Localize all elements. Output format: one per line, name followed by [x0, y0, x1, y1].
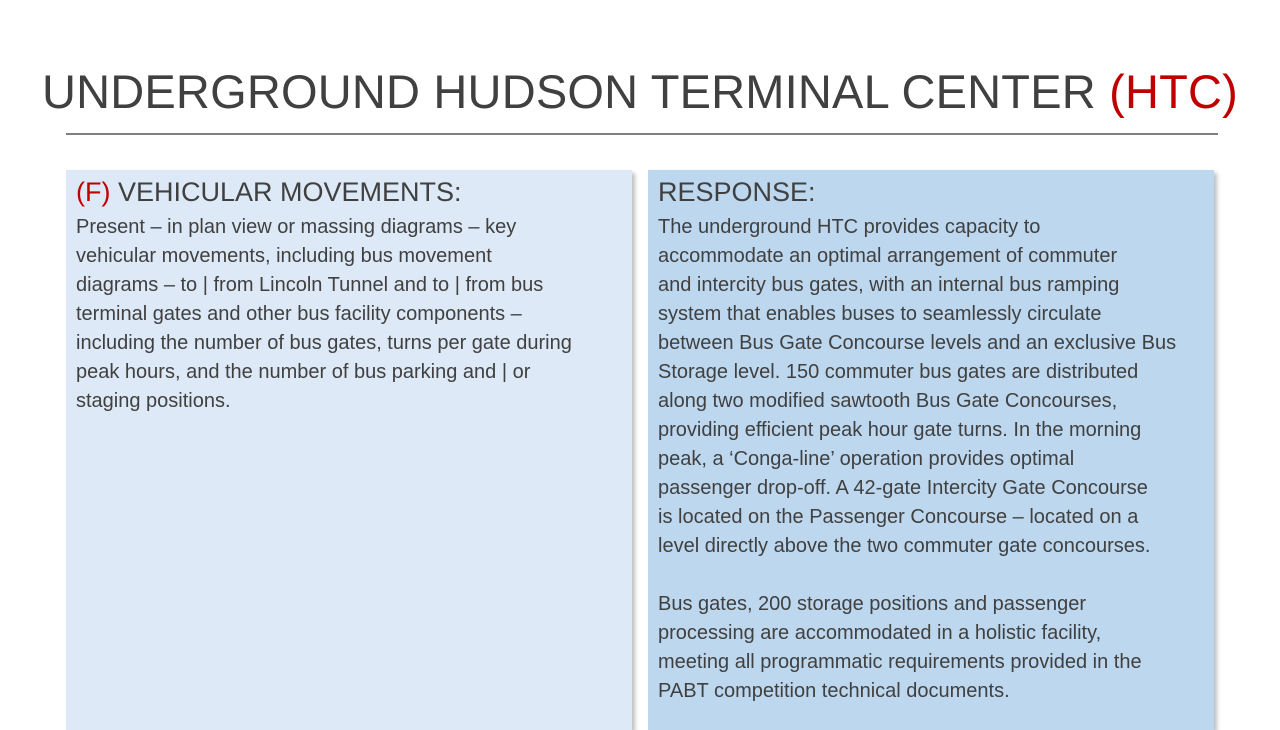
text-line: is located on the Passenger Concourse – located on a — [658, 506, 1139, 528]
response-paragraph-2 — [658, 590, 1208, 706]
text-line: between Bus Gate Concourse levels and an exclusive Bus — [658, 332, 1177, 354]
text-line: Present – in plan view or massing diagrams – key — [76, 216, 517, 238]
text-line: terminal gates and other bus facility components – — [76, 303, 522, 325]
response-body — [658, 213, 1208, 706]
text-line: accommodate an optimal arrangement of commuter — [658, 245, 1118, 267]
text-line: Bus gates, 200 storage positions and passenger — [658, 593, 1087, 615]
requirement-paragraph — [76, 213, 626, 416]
text-line: staging positions. — [76, 390, 231, 412]
response-heading: RESPONSE: — [658, 177, 816, 207]
text-line: peak, a ‘Conga-line’ operation provides optimal — [658, 448, 1075, 470]
text-line: providing efficient peak hour gate turns. In the morning — [658, 419, 1142, 441]
title-divider — [66, 133, 1218, 135]
requirement-panel — [66, 170, 632, 730]
text-line: meeting all programmatic requirements provided in the — [658, 651, 1142, 673]
requirement-body — [76, 213, 626, 416]
text-line: vehicular movements, including bus movement — [76, 245, 492, 267]
response-panel — [648, 170, 1214, 730]
text-line: The underground HTC provides capacity to — [658, 216, 1041, 238]
text-line: diagrams – to | from Lincoln Tunnel and to | from bus — [76, 274, 544, 296]
text-line: processing are accommodated in a holistic facility, — [658, 622, 1102, 644]
requirement-title: VEHICULAR MOVEMENTS: — [110, 177, 462, 207]
requirement-letter: (F) — [76, 177, 111, 207]
text-line: peak hours, and the number of bus parking and | or — [76, 361, 531, 383]
text-line: system that enables buses to seamlessly circulate — [658, 303, 1102, 325]
slide-title — [0, 64, 1280, 119]
text-line: including the number of bus gates, turns per gate during — [76, 332, 572, 354]
text-line: PABT competition technical documents. — [658, 680, 1010, 702]
text-line: and intercity bus gates, with an internal bus ramping — [658, 274, 1120, 296]
text-line: level directly above the two commuter gate concourses. — [658, 535, 1151, 557]
slide-title-main: UNDERGROUND HUDSON TERMINAL CENTER — [41, 65, 1110, 118]
text-line: Storage level. 150 commuter bus gates are distributed — [658, 361, 1139, 383]
slide-title-accent: (HTC) — [1109, 65, 1239, 118]
text-line: along two modified sawtooth Bus Gate Concourses, — [658, 390, 1118, 412]
requirement-heading — [76, 177, 462, 208]
response-paragraph-1 — [658, 213, 1208, 561]
text-line: passenger drop-off. A 42-gate Intercity Gate Concourse — [658, 477, 1148, 499]
